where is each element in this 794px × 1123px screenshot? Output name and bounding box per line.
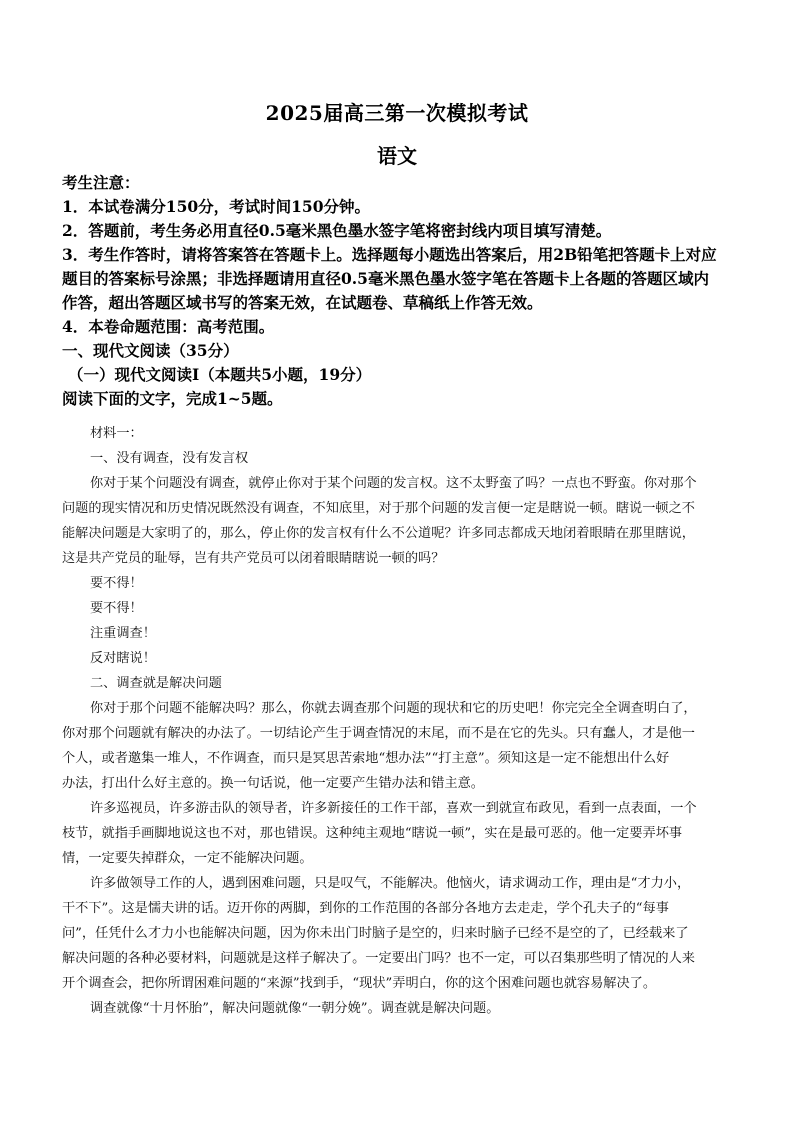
- section-title: 一、现代文阅读（35分）: [62, 341, 239, 360]
- article-line: 调查就像“十月怀胎”，解决问题就像“一朝分娩”。调查就是解决问题。: [90, 1001, 500, 1016]
- article-line: 办法，打出什么好主意的。换一句话说，他一定要产生错办法和错主意。: [62, 776, 484, 791]
- article-heading-2: 二、调查就是解决问题: [90, 676, 222, 691]
- notice-line-5: 作答，超出答题区域书写的答案无效，在试题卷、草稿纸上作答无效。: [62, 293, 543, 312]
- material-label: 材料一：: [90, 426, 143, 441]
- article-line: 许多巡视员，许多游击队的领导者，许多新接任的工作干部，喜欢一到就宣布政见，看到一点表面，一个: [90, 801, 697, 816]
- notice-line-3: 3．考生作答时，请将答案答在答题卡上。选择题每小题选出答案后，用2B铅笔把答题卡上对应: [62, 245, 717, 264]
- notice-heading: 考生注意：: [62, 173, 140, 192]
- notice-line-6: 4．本卷命题范围：高考范围。: [62, 317, 275, 336]
- article-line: 问题的现实情况和历史情况既然没有调查，不知底里，对于那个问题的发言便一定是瞎说一顿。瞎说一顿之不: [62, 501, 695, 516]
- notice-line-2: 2．答题前，考生务必用直径0.5毫米黑色墨水签字笔将密封线内项目填写清楚。: [62, 221, 612, 240]
- subject-title: 语文: [377, 144, 417, 168]
- section-instruction: 阅读下面的文字，完成1~5题。: [62, 389, 283, 408]
- notice-block: [62, 171, 734, 411]
- article-line: 能解决问题是大家明了的，那么，停止你的发言权有什么不公道呢？许多同志都成天地闭着眼睛在那里瞎说，: [62, 526, 695, 541]
- article-line: 情，一定要失掉群众，一定不能解决问题。: [62, 851, 313, 866]
- notice-line-1: 1．本试卷满分150分，考试时间150分钟。: [62, 197, 370, 216]
- article-line: 枝节，就指手画脚地说这也不对，那也错误。这种纯主观地“瞎说一顿”，实在是最可恶的。他一定要弄坏事: [62, 826, 683, 841]
- notice-line-4: 题目的答案标号涂黑；非选择题请用直径0.5毫米黑色墨水签字笔在答题卡上各题的答题区域内: [62, 269, 709, 288]
- article-line: 你对于那个问题不能解决吗？那么，你就去调查那个问题的现状和它的历史吧！你完完全全调查明白了，: [90, 701, 697, 716]
- article-line: 反对瞎说！: [90, 651, 156, 666]
- article-line: 干不下”。这是懦夫讲的话。迈开你的两脚，到你的工作范围的各部分各地方去走走，学个孔夫子的“每事: [62, 901, 669, 916]
- article-line: 问”，任凭什么才力小也能解决问题，因为你未出门时脑子是空的，归来时脑子已经不是空的了，已经载来了: [62, 926, 689, 941]
- article-line: 许多做领导工作的人，遇到困难问题，只是叹气，不能解决。他恼火，请求调动工作，理由是“才力小，: [90, 876, 691, 891]
- reading-passage: [62, 421, 734, 1021]
- article-line: 你对那个问题就有解决的办法了。一切结论产生于调查情况的末尾，而不是在它的先头。只有蠢人，才是他一: [62, 726, 695, 741]
- article-line: 这是共产党员的耻辱，岂有共产党员可以闭着眼睛瞎说一顿的吗？: [62, 551, 445, 566]
- article-line: 你对于某个问题没有调查，就停止你对于某个问题的发言权。这不太野蛮了吗？一点也不野蛮。你对那个: [90, 476, 697, 491]
- article-line: 要不得！: [90, 601, 143, 616]
- article-line: 个人，或者邀集一堆人，不作调查，而只是冥思苦索地“想办法”“打主意”。须知这是一定不能想出什么好: [62, 751, 670, 766]
- article-line: 解决问题的各种必要材料，问题就是这样子解决了。一定要出门吗？也不一定，可以召集那些明了情况的人来: [62, 951, 695, 966]
- exam-title: 2025届高三第一次模拟考试: [265, 101, 529, 125]
- article-line: 注重调查！: [90, 626, 156, 641]
- article-line: 开个调查会，把你所谓困难问题的“来源”找到手，“现状”弄明白，你的这个困难问题也就容易解决了。: [62, 976, 657, 991]
- section-subtitle: （一）现代文阅读I（本题共5小题，19分）: [68, 365, 372, 384]
- article-line: 要不得！: [90, 576, 143, 591]
- article-heading-1: 一、没有调查，没有发言权: [90, 451, 249, 466]
